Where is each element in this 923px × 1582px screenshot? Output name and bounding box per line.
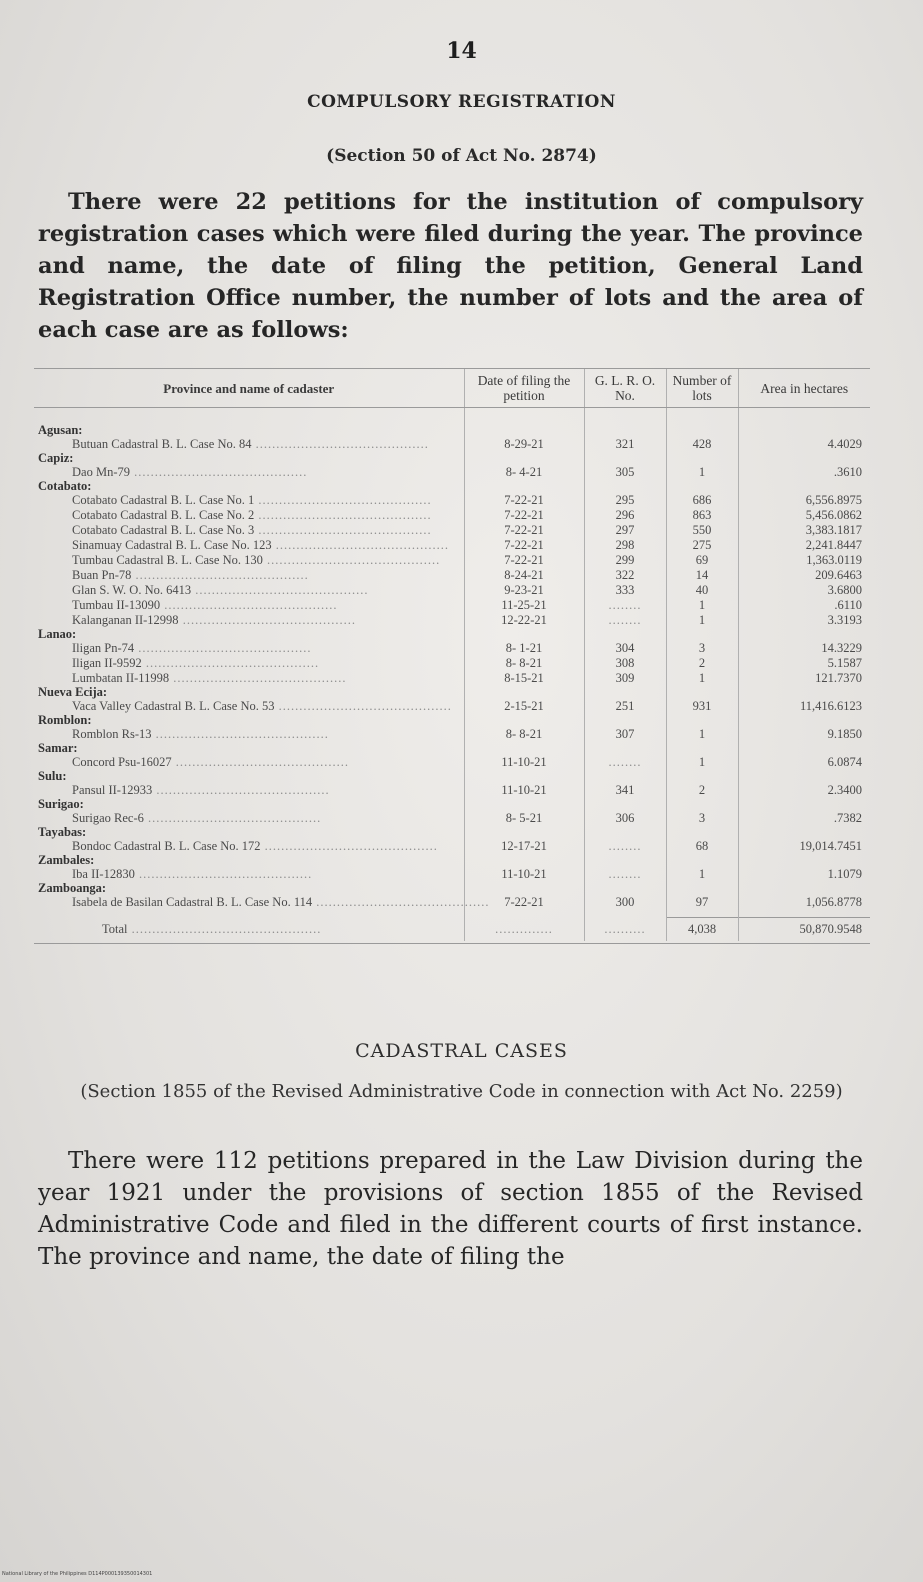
empty-cell [738, 742, 870, 755]
empty-cell [464, 826, 584, 839]
empty-cell [738, 480, 870, 493]
filing-date: 8- 8-21 [464, 727, 584, 742]
filing-date: 8- 4-21 [464, 465, 584, 480]
province-row [34, 628, 870, 641]
filing-date: 11-25-21 [464, 598, 584, 613]
table-row [34, 867, 870, 882]
lot-count: 40 [666, 583, 738, 598]
dot-leader: .......................................... [254, 493, 432, 507]
dot-leader: .......................................... [254, 523, 432, 537]
cadaster-name-text: Iligan II-9592 [72, 656, 142, 670]
total-lots: 4,038 [666, 918, 738, 942]
empty-cell [584, 826, 666, 839]
cadaster-name [34, 727, 464, 742]
empty-cell [464, 480, 584, 493]
province-row [34, 798, 870, 811]
lot-count: 931 [666, 699, 738, 714]
header-lots: Number of lots [666, 369, 738, 408]
empty-cell [584, 714, 666, 727]
lot-count: 2 [666, 656, 738, 671]
cadaster-name-text: Sinamuay Cadastral B. L. Case No. 123 [72, 538, 272, 552]
dot-leader: .......................................... [160, 598, 338, 612]
filing-date: 7-22-21 [464, 523, 584, 538]
glro-number: 298 [584, 538, 666, 553]
province-name: Zambales: [38, 853, 95, 867]
empty-cell [666, 770, 738, 783]
dot-leader: .......................................... [151, 727, 329, 741]
empty-cell [464, 714, 584, 727]
empty-cell: .............. [464, 918, 584, 942]
empty-cell [738, 854, 870, 867]
empty-cell [584, 941, 666, 944]
province-row [34, 882, 870, 895]
dot-leader: .......................................... [143, 811, 322, 825]
lot-count: 97 [666, 895, 738, 910]
dot-leader: .......................................... [251, 437, 429, 451]
empty-cell [738, 941, 870, 944]
empty-cell [666, 798, 738, 811]
empty-cell [666, 714, 738, 727]
area-hectares: 3.6800 [738, 583, 870, 598]
dot-leader: .......................................... [129, 465, 308, 479]
table-row [34, 465, 870, 480]
cadaster-name-text: Bondoc Cadastral B. L. Case No. 172 [72, 839, 261, 853]
empty-cell [666, 910, 738, 918]
lot-count: 1 [666, 755, 738, 770]
area-hectares: 1,056.8778 [738, 895, 870, 910]
glro-number: 299 [584, 553, 666, 568]
filing-date: 12-17-21 [464, 839, 584, 854]
page-number: 14 [446, 38, 477, 64]
empty-cell [464, 742, 584, 755]
empty-cell [584, 882, 666, 895]
province-name: Romblon: [38, 713, 92, 727]
empty-cell [738, 882, 870, 895]
cadaster-name-text: Dao Mn-79 [72, 465, 130, 479]
filing-date: 11-10-21 [464, 867, 584, 882]
table-row [34, 568, 870, 583]
glro-number: ........ [584, 867, 666, 882]
archive-stamp: National Library of the Philippines D114P000139350014301 [2, 1571, 153, 1577]
empty-cell [584, 480, 666, 493]
empty-cell [584, 798, 666, 811]
glro-number: 251 [584, 699, 666, 714]
empty-cell [464, 628, 584, 641]
province-row [34, 770, 870, 783]
table-row [34, 699, 870, 714]
cadaster-name [34, 598, 464, 613]
empty-cell [584, 452, 666, 465]
dot-leader: .......................................... [141, 656, 320, 670]
empty-cell [738, 686, 870, 699]
glro-number: 305 [584, 465, 666, 480]
registration-table [34, 368, 870, 944]
lot-count: 3 [666, 811, 738, 826]
cadaster-name [34, 671, 464, 686]
province-row [34, 424, 870, 437]
cadaster-name [34, 437, 464, 452]
cadaster-name [34, 568, 464, 583]
table-row [34, 538, 870, 553]
empty-cell [464, 424, 584, 437]
filing-date: 7-22-21 [464, 493, 584, 508]
province-name: Tayabas: [38, 825, 87, 839]
cadaster-name [34, 538, 464, 553]
province-row [34, 854, 870, 867]
area-hectares: 14.3229 [738, 641, 870, 656]
empty-cell [34, 941, 464, 944]
lot-count: 3 [666, 641, 738, 656]
glro-number: 306 [584, 811, 666, 826]
filing-date: 2-15-21 [464, 699, 584, 714]
area-hectares: 3.3193 [738, 613, 870, 628]
dot-leader: .......................................... [152, 783, 330, 797]
province-name: Nueva Ecija: [38, 685, 108, 699]
table-row [34, 783, 870, 798]
cadaster-name [34, 508, 464, 523]
empty-cell [584, 854, 666, 867]
cadaster-name [34, 465, 464, 480]
lot-count: 68 [666, 839, 738, 854]
glro-number: ........ [584, 598, 666, 613]
dot-leader: .......................................... [312, 895, 490, 909]
total-row [34, 918, 870, 942]
table-row [34, 583, 870, 598]
table-row [34, 656, 870, 671]
area-hectares: 4.4029 [738, 437, 870, 452]
glro-number: 297 [584, 523, 666, 538]
empty-cell [738, 798, 870, 811]
empty-cell [666, 480, 738, 493]
table-bottom-rule [34, 941, 870, 944]
dot-leader: .......................................... [271, 538, 449, 552]
lot-count: 686 [666, 493, 738, 508]
filing-date: 12-22-21 [464, 613, 584, 628]
dot-leader: .......................................... [260, 839, 438, 853]
province-row [34, 714, 870, 727]
cadaster-name [34, 641, 464, 656]
registration-table-container [34, 368, 870, 944]
area-hectares: 3,383.1817 [738, 523, 870, 538]
dot-leader: .......................................... [254, 508, 432, 522]
cadastral-cases-title: CADASTRAL CASES [355, 1040, 568, 1062]
area-hectares: 2,241.8447 [738, 538, 870, 553]
table-row [34, 727, 870, 742]
cadaster-name [34, 755, 464, 770]
area-hectares: .7382 [738, 811, 870, 826]
table-row [34, 839, 870, 854]
filing-date: 8-24-21 [464, 568, 584, 583]
empty-cell [666, 452, 738, 465]
empty-cell [464, 686, 584, 699]
province-name: Lanao: [38, 627, 77, 641]
empty-cell [666, 628, 738, 641]
empty-cell [464, 770, 584, 783]
area-hectares: 121.7370 [738, 671, 870, 686]
area-hectares: 209.6463 [738, 568, 870, 583]
table-row [34, 613, 870, 628]
province-row [34, 480, 870, 493]
table-row [34, 437, 870, 452]
filing-date: 8-15-21 [464, 671, 584, 686]
table-row [34, 895, 870, 910]
empty-cell [666, 826, 738, 839]
province-row [34, 686, 870, 699]
area-hectares: 9.1850 [738, 727, 870, 742]
cadaster-name-text: Vaca Valley Cadastral B. L. Case No. 53 [72, 699, 275, 713]
empty-cell [584, 424, 666, 437]
cadaster-name [34, 839, 464, 854]
area-hectares: 19,014.7451 [738, 839, 870, 854]
cadaster-name-text: Concord Psu-16027 [72, 755, 172, 769]
cadaster-name-text: Glan S. W. O. No. 6413 [72, 583, 192, 597]
filing-date: 7-22-21 [464, 538, 584, 553]
cadaster-name [34, 895, 490, 910]
empty-cell [34, 910, 464, 918]
table-row [34, 493, 870, 508]
cadaster-name [34, 699, 464, 714]
empty-cell [738, 714, 870, 727]
dot-leader: .......................................... [178, 613, 356, 627]
empty-cell [584, 770, 666, 783]
empty-cell [584, 686, 666, 699]
dot-leader: .......................................... [131, 568, 309, 582]
cadaster-name-text: Iligan Pn-74 [72, 641, 135, 655]
cadaster-name-text: Romblon Rs-13 [72, 727, 152, 741]
empty-cell [464, 452, 584, 465]
cadaster-name [34, 783, 464, 798]
glro-number: ........ [584, 755, 666, 770]
cadaster-name-text: Butuan Cadastral B. L. Case No. 84 [72, 437, 252, 451]
cadastral-cases-subtitle: (Section 1855 of the Revised Administrative Code in connection with Act No. 2259) [80, 1081, 843, 1102]
cadaster-name [34, 583, 464, 598]
table-row [34, 671, 870, 686]
empty-cell: .......... [584, 918, 666, 942]
province-row [34, 742, 870, 755]
table-row [34, 641, 870, 656]
cadaster-name-text: Pansul II-12933 [72, 783, 153, 797]
cadaster-name [34, 553, 464, 568]
lot-count: 550 [666, 523, 738, 538]
cadaster-name-text: Tumbau Cadastral B. L. Case No. 130 [72, 553, 263, 567]
empty-cell [584, 910, 666, 918]
cadaster-name [34, 867, 464, 882]
cadaster-name-text: Cotabato Cadastral B. L. Case No. 2 [72, 508, 255, 522]
cadaster-name [34, 656, 464, 671]
province-name: Sulu: [38, 769, 67, 783]
dot-leader: .......................................... [274, 699, 452, 713]
lot-count: 1 [666, 671, 738, 686]
empty-cell [666, 854, 738, 867]
section-heading: COMPULSORY REGISTRATION [307, 92, 616, 112]
table-row [34, 755, 870, 770]
dot-leader: .......................................... [262, 553, 441, 567]
area-hectares: 2.3400 [738, 783, 870, 798]
lot-count: 1 [666, 727, 738, 742]
cadaster-name-text: Iba II-12830 [72, 867, 135, 881]
lot-count: 428 [666, 437, 738, 452]
glro-number: 300 [584, 895, 666, 910]
glro-number: 341 [584, 783, 666, 798]
glro-number: 307 [584, 727, 666, 742]
table-row [34, 508, 870, 523]
empty-cell [666, 941, 738, 944]
lot-count: 863 [666, 508, 738, 523]
area-hectares: 5,456.0862 [738, 508, 870, 523]
area-hectares: 6.0874 [738, 755, 870, 770]
empty-cell [666, 882, 738, 895]
province-name: Capiz: [38, 451, 74, 465]
cadaster-name-text: Cotabato Cadastral B. L. Case No. 1 [72, 493, 255, 507]
filing-date: 8-29-21 [464, 437, 584, 452]
empty-cell [584, 742, 666, 755]
filing-date: 8- 1-21 [464, 641, 584, 656]
empty-cell [464, 798, 584, 811]
header-area: Area in hectares [738, 369, 870, 408]
table-gap [34, 910, 870, 918]
lot-count: 2 [666, 783, 738, 798]
area-hectares: 1.1079 [738, 867, 870, 882]
header-date: Date of filing the petition [464, 369, 584, 408]
dot-leader: .......................................... [169, 671, 347, 685]
intro-paragraph: There were 22 petitions for the institution of compulsory registration cases which were filed during the year. The province and name, the date of filing the petition, General Land Registration Office number, the number of lots and the area of each case are as follows: [38, 189, 863, 343]
filing-date: 7-22-21 [464, 508, 584, 523]
empty-cell [666, 686, 738, 699]
cadaster-name [34, 613, 464, 628]
area-hectares: 11,416.6123 [738, 699, 870, 714]
cadaster-name [34, 493, 464, 508]
cadaster-name-text: Surigao Rec-6 [72, 811, 144, 825]
glro-number: 296 [584, 508, 666, 523]
empty-cell [738, 910, 870, 918]
empty-cell [464, 941, 584, 944]
filing-date: 11-10-21 [464, 783, 584, 798]
filing-date: 8- 8-21 [464, 656, 584, 671]
total-label: Total [102, 921, 128, 936]
glro-number: 322 [584, 568, 666, 583]
empty-cell [738, 628, 870, 641]
filing-date: 7-22-21 [464, 895, 584, 910]
table-header-row [34, 369, 870, 408]
cadaster-name [34, 523, 464, 538]
filing-date: 8- 5-21 [464, 811, 584, 826]
dot-leader: .............................................. [127, 921, 322, 936]
total-label-cell [34, 918, 464, 942]
area-hectares: 1,363.0119 [738, 553, 870, 568]
lot-count: 14 [666, 568, 738, 583]
table-row [34, 598, 870, 613]
table-row [34, 811, 870, 826]
dot-leader: .......................................... [134, 867, 313, 881]
total-area: 50,870.9548 [738, 918, 870, 942]
lot-count: 275 [666, 538, 738, 553]
province-name: Samar: [38, 741, 78, 755]
province-name: Surigao: [38, 797, 84, 811]
table-body [34, 408, 870, 944]
area-hectares: 6,556.8975 [738, 493, 870, 508]
province-name: Cotabato: [38, 479, 92, 493]
dot-leader: .......................................... [134, 641, 312, 655]
section-subheading: (Section 50 of Act No. 2874) [326, 146, 597, 166]
cadaster-name-text: Isabela de Basilan Cadastral B. L. Case No. 114 [72, 895, 313, 909]
glro-number: 333 [584, 583, 666, 598]
lot-count: 1 [666, 867, 738, 882]
filing-date: 11-10-21 [464, 755, 584, 770]
empty-cell [738, 452, 870, 465]
province-name: Agusan: [38, 423, 83, 437]
dot-leader: .......................................... [191, 583, 369, 597]
lot-count: 1 [666, 613, 738, 628]
empty-cell [464, 910, 584, 918]
table-row [34, 523, 870, 538]
cadaster-name-text: Tumbau II-13090 [72, 598, 161, 612]
glro-number: ........ [584, 613, 666, 628]
area-hectares: 5.1587 [738, 656, 870, 671]
province-row [34, 826, 870, 839]
cadaster-name [34, 811, 464, 826]
header-glro: G. L. R. O. No. [584, 369, 666, 408]
filing-date: 9-23-21 [464, 583, 584, 598]
empty-cell [738, 770, 870, 783]
province-name: Zamboanga: [38, 881, 107, 895]
area-hectares: .3610 [738, 465, 870, 480]
glro-number: 295 [584, 493, 666, 508]
closing-paragraph: There were 112 petitions prepared in the Law Division during the year 1921 under the provisions of section 1855 of the Revised Administrative Code and filed in the different courts of first instance. The province and name, the date of filing the [38, 1148, 863, 1270]
lot-count: 1 [666, 465, 738, 480]
lot-count: 1 [666, 598, 738, 613]
glro-number: 321 [584, 437, 666, 452]
lot-count: 69 [666, 553, 738, 568]
dot-leader: .......................................... [171, 755, 350, 769]
cadaster-name-text: Buan Pn-78 [72, 568, 132, 582]
header-province: Province and name of cadaster [34, 369, 464, 408]
empty-cell [464, 882, 584, 895]
glro-number: ........ [584, 839, 666, 854]
empty-cell [464, 854, 584, 867]
empty-cell [666, 742, 738, 755]
glro-number: 304 [584, 641, 666, 656]
table-spacer [34, 408, 870, 425]
glro-number: 308 [584, 656, 666, 671]
table-row [34, 553, 870, 568]
area-hectares: .6110 [738, 598, 870, 613]
empty-cell [738, 826, 870, 839]
empty-cell [666, 424, 738, 437]
cadaster-name-text: Kalanganan II-12998 [72, 613, 179, 627]
empty-cell [738, 424, 870, 437]
province-row [34, 452, 870, 465]
empty-cell [584, 628, 666, 641]
glro-number: 309 [584, 671, 666, 686]
filing-date: 7-22-21 [464, 553, 584, 568]
cadaster-name-text: Lumbatan II-11998 [72, 671, 170, 685]
cadaster-name-text: Cotabato Cadastral B. L. Case No. 3 [72, 523, 255, 537]
